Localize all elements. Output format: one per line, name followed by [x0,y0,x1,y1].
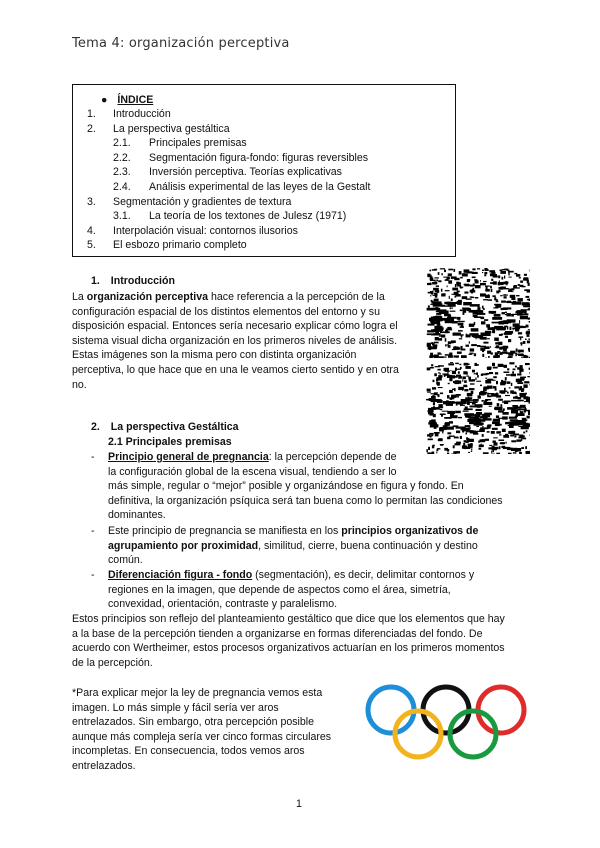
b3-line: convexidad, orientación, contraste y paralelismo. [108,598,338,611]
toc-bullet: ● [101,94,108,106]
toc-item-number: 2.4. [113,181,131,193]
section1-paragraph [72,290,422,392]
section2-heading-text: La perspectiva Gestáltica [110,421,239,433]
toc-item-label: Inversión perceptiva. Teorías explicativas [149,166,342,179]
toc-item-label: El esbozo primario completo [113,239,247,252]
note-line: entrelazados. Sin embargo, otra percepción posible [72,716,315,729]
ring-black [423,687,469,733]
b1-bold: Principio general de pregnancia [108,451,269,463]
toc-item-number: 3.1. [113,210,131,223]
bullet-dash: - [91,451,95,463]
toc-item-label: Introducción [113,108,171,120]
s1-line: no. [72,378,87,391]
toc-item-number: 2.1. [113,137,131,150]
s1-line1: hace referencia a la percepción de la [210,291,385,303]
toc-item-label: La perspectiva gestáltica [113,122,230,135]
b3-bold: Diferenciación figura - fondo [108,569,253,581]
para-line: acuerdo con Wertheimer, estos procesos organizativos actuarían en los primeros momentos [72,642,505,655]
b1-line: la configuración global de la escena visual, tendiendo a ser lo [108,465,397,478]
bullet-pregnancia [108,450,528,523]
para-line: a la base de la percepción tienden a organizarse en formas diferenciadas del fondo. De [72,627,483,640]
s1-lead: La [72,291,84,303]
section2-heading-num: 2. [91,421,100,433]
texture-image-2 [426,362,530,454]
toc-item-number: 2.3. [113,166,131,179]
note-line: incompletas. En consecuencia, todos vemos aros [72,745,305,758]
b2-last: común. [108,554,143,567]
toc-title [101,93,153,108]
ring-yellow [395,711,441,757]
b2-bold1: principios organizativos de [341,525,479,537]
toc-item-label: Segmentación figura-fondo: figuras reversibles [149,151,369,164]
b1-line: dominantes. [108,509,166,522]
b1-line: más simple, regular o “mejor” posible y organizándose en figura y fondo. En [108,480,464,493]
b3-rest: (segmentación), es decir, delimitar contornos y [252,569,475,581]
bullet-agrupamiento [108,524,528,568]
toc-item-number: 4. [87,224,96,237]
s1-line: disposición espacial. Entonces sería necesario explicar cómo logra el [72,320,398,333]
toc-item-number: 5. [87,239,96,252]
toc-item-label: Interpolación visual: contornos ilusorios [113,224,298,237]
page-header: Tema 4: organización perceptiva [72,36,290,51]
s1-line: perceptiva, lo que hace que en una le veamos cierto sentido y en otra [72,363,399,376]
section2-heading [91,420,239,435]
toc-item-label: La teoría de los textones de Julesz (1971) [149,210,347,223]
s1-bold-term: organización perceptiva [86,291,209,303]
section2-subheading: 2.1 Principales premisas [108,436,232,448]
note-line: *Para explicar mejor la ley de pregnancia vemos esta [72,687,323,699]
b3-line: regiones en la imagen, que depende de aspectos como el área, simetría, [108,583,451,596]
toc-title-text: ÍNDICE [117,94,154,106]
olympic-rings-image [362,682,532,762]
section1-heading-text: Introducción [110,275,175,287]
para-line: de la percepción. [72,656,153,669]
s1-line: configuración espacial de los distintos elementos del entorno y su [72,305,380,318]
page-number: 1 [296,798,302,810]
bullet-dash: - [91,525,95,537]
bullet-figura-fondo [108,568,528,612]
b2-bold2: agrupamiento por proximidad [108,539,259,552]
note-line: aunque más compleja sería ver cinco formas circulares [72,730,332,743]
b2-rest: , similitud, cierre, buena continuación y destino [258,539,478,552]
toc-item-number: 3. [87,195,96,208]
toc-item-number: 1. [87,108,96,120]
pregnancia-note [72,686,362,774]
section2-paragraph [72,612,532,670]
section1-heading [91,274,175,289]
s1-line: sistema visual dicha organización en los primeros niveles de análisis. [72,334,398,347]
note-line: entrelazados. [72,759,136,772]
b1-rest: : la percepción depende de [268,451,397,463]
para-line: Estos principios son reflejo del planteamiento gestáltico que dice que los elementos que hay [72,613,505,625]
ring-blue [368,687,414,733]
texture-image-1 [426,268,530,358]
bullet-dash: - [91,569,95,581]
toc-item-label: Análisis experimental de las leyes de la Gestalt [149,181,371,193]
ring-green [450,711,496,757]
ring-red [478,687,524,733]
s1-line: Estas imágenes son la misma pero con distinta organización [72,349,357,362]
toc-item-label: Segmentación y gradientes de textura [113,195,292,208]
b2-pre: Este principio de pregnancia se manifiesta en los [108,525,339,537]
toc-item-label: Principales premisas [149,137,247,150]
toc-item-number: 2. [87,122,96,135]
table-of-contents [72,84,456,257]
b1-line: definitiva, la organización psíquica será tan buena como lo permitan las condiciones [108,494,503,507]
note-line: imagen. Lo más simple y fácil sería ver aros [72,701,279,714]
toc-item-number: 2.2. [113,151,131,164]
section1-heading-num: 1. [91,275,100,287]
